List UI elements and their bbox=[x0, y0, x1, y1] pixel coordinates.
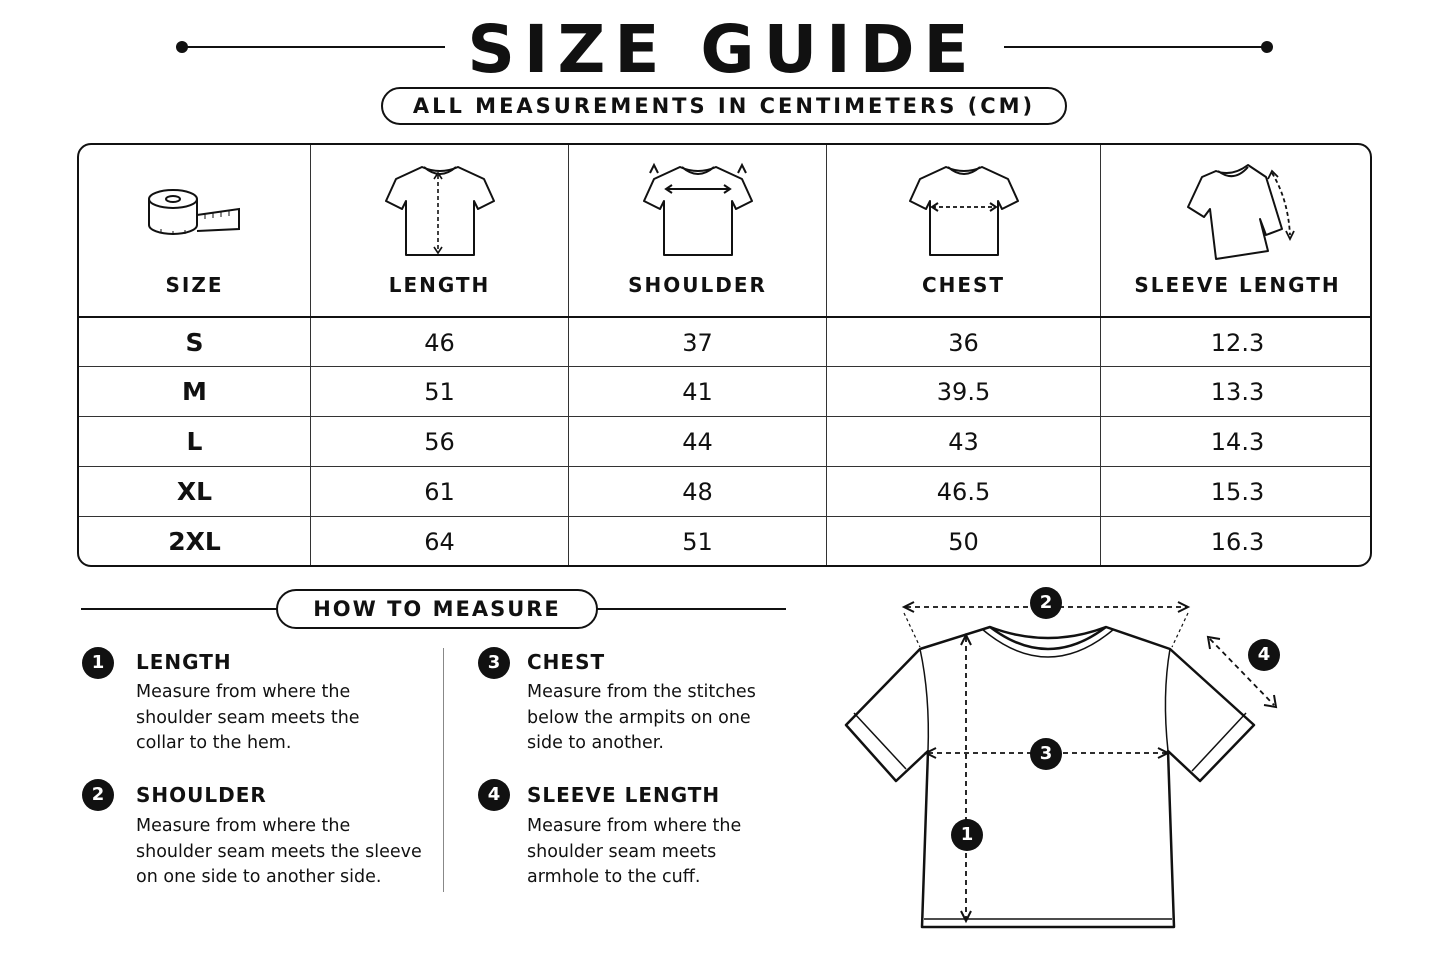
step-desc-line: collar to the hem. bbox=[136, 733, 292, 753]
table-cell-sleeve-length: 13.3 bbox=[1210, 378, 1265, 406]
header-cell-shoulder bbox=[569, 145, 826, 316]
table-cell-chest: 43 bbox=[948, 428, 979, 456]
shirt-shoulder-icon bbox=[636, 159, 760, 259]
shirt-length-icon bbox=[380, 159, 500, 259]
step-number-badge: 1 bbox=[82, 647, 114, 679]
table-cell-size: L bbox=[186, 427, 203, 456]
step-number-badge: 4 bbox=[478, 779, 510, 811]
column-header-shoulder: SHOULDER bbox=[628, 273, 767, 297]
tape-measure-icon bbox=[145, 185, 245, 245]
table-cell-length: 56 bbox=[424, 428, 455, 456]
step-title-sleeve-length: SLEEVE LENGTH bbox=[527, 783, 721, 807]
step-description-sleeve-length bbox=[527, 814, 827, 891]
step-desc-line: armhole to the cuff. bbox=[527, 867, 701, 887]
header-cell-chest bbox=[827, 145, 1100, 316]
step-title-length: LENGTH bbox=[136, 650, 232, 674]
step-number-badge: 3 bbox=[478, 647, 510, 679]
column-header-length: LENGTH bbox=[388, 273, 491, 297]
size-table bbox=[77, 143, 1372, 567]
step-number-badge: 2 bbox=[82, 779, 114, 811]
how-to-measure-heading: HOW TO MEASURE bbox=[276, 589, 598, 629]
step-desc-line: Measure from where the bbox=[136, 682, 351, 702]
diagram-marker-sleeve-length: 4 bbox=[1248, 639, 1280, 671]
table-cell-shoulder: 48 bbox=[682, 478, 713, 506]
step-description-chest bbox=[527, 680, 827, 757]
table-cell-sleeve-length: 14.3 bbox=[1210, 428, 1265, 456]
column-header-chest: CHEST bbox=[921, 273, 1006, 297]
table-cell-length: 64 bbox=[424, 528, 455, 556]
table-cell-length: 46 bbox=[424, 329, 455, 357]
shirt-chest-icon bbox=[902, 159, 1026, 259]
step-desc-line: Measure from where the bbox=[136, 816, 351, 836]
table-cell-size: XL bbox=[176, 477, 213, 506]
units-subtitle: ALL MEASUREMENTS IN CENTIMETERS (CM) bbox=[381, 87, 1067, 125]
table-cell-size: 2XL bbox=[168, 527, 221, 556]
table-cell-chest: 39.5 bbox=[936, 378, 991, 406]
step-desc-line: Measure from the stitches bbox=[527, 682, 756, 702]
header-cell-sleeve-length bbox=[1101, 145, 1372, 316]
table-cell-sleeve-length: 16.3 bbox=[1210, 528, 1265, 556]
diagram-marker-length: 1 bbox=[951, 819, 983, 851]
table-cell-shoulder: 51 bbox=[682, 528, 713, 556]
step-description-length bbox=[136, 680, 436, 757]
step-description-shoulder bbox=[136, 814, 436, 891]
step-desc-line: below the armpits on one bbox=[527, 707, 751, 728]
table-cell-shoulder: 41 bbox=[682, 378, 713, 406]
tshirt-diagram-icon bbox=[840, 585, 1280, 945]
diagram-marker-shoulder: 2 bbox=[1030, 587, 1062, 619]
table-cell-length: 51 bbox=[424, 378, 455, 406]
steps-divider bbox=[443, 648, 444, 892]
column-header-sleeve-length: SLEEVE LENGTH bbox=[1134, 273, 1341, 297]
table-cell-chest: 46.5 bbox=[936, 478, 991, 506]
column-header-size: SIZE bbox=[165, 273, 224, 297]
header-cell-length bbox=[311, 145, 568, 316]
table-cell-size: M bbox=[182, 377, 207, 406]
shirt-sleeve-icon bbox=[1176, 159, 1300, 263]
step-title-chest: CHEST bbox=[527, 650, 606, 674]
table-cell-sleeve-length: 12.3 bbox=[1210, 329, 1265, 357]
page-title: SIZE GUIDE bbox=[467, 11, 978, 88]
step-desc-line: shoulder seam meets the sleeve bbox=[136, 841, 422, 862]
table-cell-shoulder: 44 bbox=[682, 428, 713, 456]
table-cell-sleeve-length: 15.3 bbox=[1210, 478, 1265, 506]
diagram-marker-chest: 3 bbox=[1030, 738, 1062, 770]
table-cell-size: S bbox=[185, 328, 204, 357]
table-cell-chest: 36 bbox=[948, 329, 979, 357]
step-desc-line: side to another. bbox=[527, 733, 664, 753]
table-cell-chest: 50 bbox=[948, 528, 979, 556]
step-desc-line: Measure from where the bbox=[527, 816, 742, 836]
step-desc-line: shoulder seam meets the bbox=[136, 707, 360, 728]
step-desc-line: on one side to another side. bbox=[136, 867, 382, 887]
step-desc-line: shoulder seam meets bbox=[527, 841, 717, 862]
table-cell-length: 61 bbox=[424, 478, 455, 506]
step-title-shoulder: SHOULDER bbox=[136, 783, 267, 807]
table-cell-shoulder: 37 bbox=[682, 329, 713, 357]
header-cell-size bbox=[79, 145, 310, 316]
